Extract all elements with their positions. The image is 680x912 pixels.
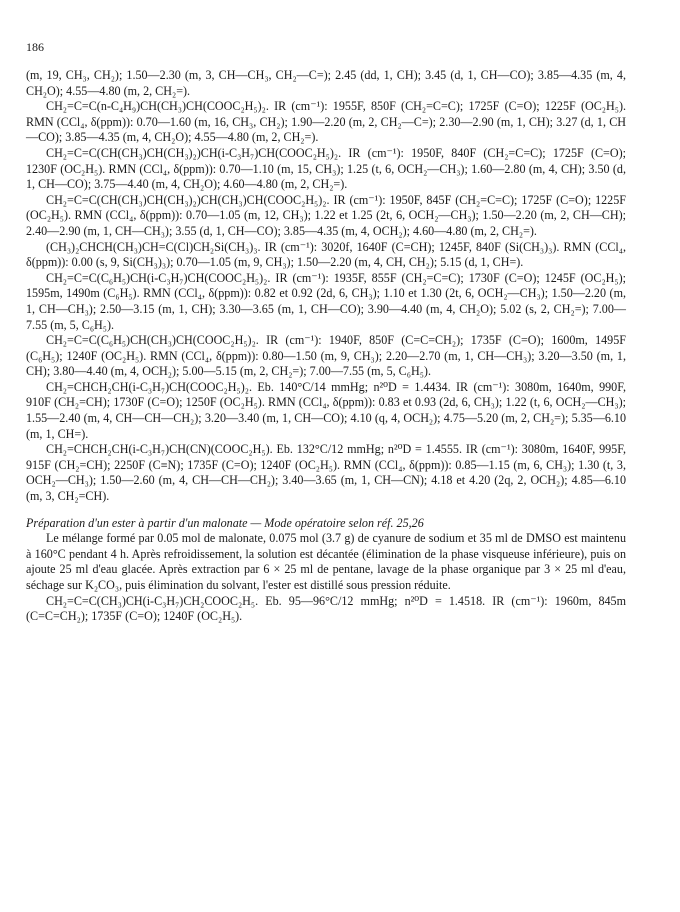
compound-entry: CH₂=C=C(C₆H₅)CH(CH₃)CH(COOC₂H₅)₂. IR (cm⁻¹): 1940F, 850F (C=C=CH₂); 1735F (C=O); 1600m, 1495F (C₆H₅); 1240F (OC₂H₅). RMN (CCl₄, δ(ppm)): 0.80—1.50 (m, 9, CH₃); 2.20—2.70 (m, 1, CH—CH₃); 3.20—3.50 (m, 1, CH); 3.80—4.40 (m, 4, OCH₂); 5.00—5.15 (m, 2, CH₂=); 7.00—7.55 (m, 5, C₆H₅).: [26, 333, 626, 379]
compound-entry: CH₂=C=C(n-C₄H₉)CH(CH₃)CH(COOC₂H₅)₂. IR (cm⁻¹): 1955F, 850F (CH₂=C=C); 1725F (C=O); 1225F (OC₂H₅). RMN (CCl₄, δ(ppm)): 0.70—1.60 (m, 16, CH₃, CH₂); 1.90—2.20 (m, 2, CH₂—C=); 2.30—2.90 (m, 1, CH); 3.27 (d, 1, CH—CO); 3.85—4.35 (m, 4, CH₂O); 4.55—4.80 (m, 2, CH₂=).: [26, 99, 626, 145]
procedure-paragraph: Le mélange formé par 0.05 mol de malonate, 0.075 mol (3.7 g) de cyanure de sodium et 35 ml de DMSO est maintenu à 160°C pendant 4 h. Après refroidissement, la solution est décantée (élimination de la phase visqueuse inférieure), puis on ajoute 25 ml d'eau glacée. Après extraction par 6 × 25 ml de pentane, lavage de la phase organique par 3 × 25 ml d'eau, séchage sur K₂CO₃, puis élimination du solvant, l'ester est distillé sous pression réduite.: [26, 531, 626, 592]
compound-entry: CH₂=C=C(C₆H₅)CH(i-C₃H₇)CH(COOC₂H₅)₂. IR (cm⁻¹): 1935F, 855F (CH₂=C=C); 1730F (C=O); 1245F (OC₂H₅); 1595m, 1490m (C₆H₅). RMN (CCl₄, δ(ppm)): 0.82 et 0.92 (2d, 6, CH₃); 1.10 et 1.30 (2t, 6, OCH₂—CH₃); 1.50—2.20 (m, 1, CH—CH₃); 2.50—3.15 (m, 1, CH); 3.30—3.65 (m, 1, CH—CO); 3.90—4.40 (m, 4, CH₂O); 5.02 (s, 2, CH₂=); 7.00—7.55 (m, 5, C₆H₅).: [26, 270, 626, 332]
compound-entry: CH₂=C=C(CH(CH₃)CH(CH₃)₂)CH(i-C₃H₇)CH(COOC₂H₅)₂. IR (cm⁻¹): 1950F, 840F (CH₂=C=C); 1725F (C=O); 1230F (OC₂H₅). RMN (CCl₄, δ(ppm)): 0.70—1.10 (m, 15, CH₃); 1.25 (t, 6, OCH₂—CH₃); 1.60—2.80 (m, 4, CH); 3.50 (d, 1, CH—CO); 3.75—4.40 (m, 4, CH₂O); 4.60—4.80 (m, 2, CH₂=).: [26, 145, 626, 192]
page-body: [26, 68, 626, 625]
compound-entry: CH₂=CHCH₂CH(i-C₃H₇)CH(CN)(COOC₂H₅). Eb. 132°C/12 mmHg; n²⁰D = 1.4555. IR (cm⁻¹): 3080m, 1640F, 995F, 915F (CH₂=CH); 2250F (C≡N); 1735F (C=O); 1240F (OC₂H₅). RMN (CCl₄, δ(ppm)): 0.85—1.15 (m, 6, CH₃); 1.30 (t, 3, OCH₂—CH₃); 1.50—2.60 (m, 4, CH—CH—CH₂); 3.40—3.65 (m, 1, CH—CN); 4.18 et 4.20 (2q, 2, OCH₂); 4.85—6.10 (m, 3, CH₂=CH).: [26, 442, 626, 504]
compound-entry: (CH₃)₂CHCH(CH₃)CH=C(Cl)CH₂Si(CH₃)₃. IR (cm⁻¹): 3020f, 1640F (C=CH); 1245F, 840F (Si(CH₃)₃). RMN (CCl₄, δ(ppm)): 0.00 (s, 9, Si(CH₃)₃); 0.70—1.05 (m, 9, CH₃); 1.50—2.20 (m, 4, CH, CH₂); 5.15 (d, 1, CH=).: [26, 239, 626, 270]
compound-entry: (m, 19, CH₃, CH₂); 1.50—2.30 (m, 3, CH—CH₃, CH₂—C=); 2.45 (dd, 1, CH); 3.45 (d, 1, CH—CO); 3.85—4.35 (m, 4, CH₂O); 4.55—4.80 (m, 2, CH₂=).: [26, 68, 626, 98]
section-heading: Préparation d'un ester à partir d'un malonate — Mode opératoire selon réf. 25,26: [26, 515, 424, 530]
compound-entry: CH₂=CHCH₂CH(i-C₃H₇)CH(COOC₂H₅)₂. Eb. 140°C/14 mmHg; n²⁰D = 1.4434. IR (cm⁻¹): 3080m, 1640m, 990F, 910F (CH₂=CH); 1730F (C=O); 1250F (OC₂H₅). RMN (CCl₄, δ(ppm)): 0.83 et 0.93 (2d, 6, CH₃); 1.22 (t, 6, OCH₂—CH₃); 1.55—2.40 (m, 4, CH—CH—CH₂); 3.20—3.40 (m, 1, CH—CO); 4.10 (q, 4, OCH₂); 4.75—5.20 (m, 2, CH₂=); 5.35—6.10 (m, 1, CH=).: [26, 379, 626, 441]
compound-entry: CH₂=C=C(CH(CH₃)CH(CH₃)₂)CH(CH₃)CH(COOC₂H₅)₂. IR (cm⁻¹): 1950F, 845F (CH₂=C=C); 1725F (C=O); 1225F (OC₂H₅). RMN (CCl₄, δ(ppm)): 0.70—1.05 (m, 12, CH₃); 1.22 et 1.25 (2t, 6, OCH₂—CH₃); 1.50—2.20 (m, 2, CH—CH); 2.40—2.90 (m, 1, CH—CH₃); 3.55 (d, 1, CH—CO); 3.85—4.35 (m, 4, OCH₂); 4.60—4.80 (m, 2, CH₂=).: [26, 192, 626, 238]
compound-entry: CH₂=C=C(CH₃)CH(i-C₃H₇)CH₂COOC₂H₅. Eb. 95—96°C/12 mmHg; n²⁰D = 1.4518. IR (cm⁻¹): 1960m, 845m (C=C=CH₂); 1735F (C=O); 1240F (OC₂H₅).: [26, 593, 626, 624]
page-number: 186: [26, 40, 44, 54]
